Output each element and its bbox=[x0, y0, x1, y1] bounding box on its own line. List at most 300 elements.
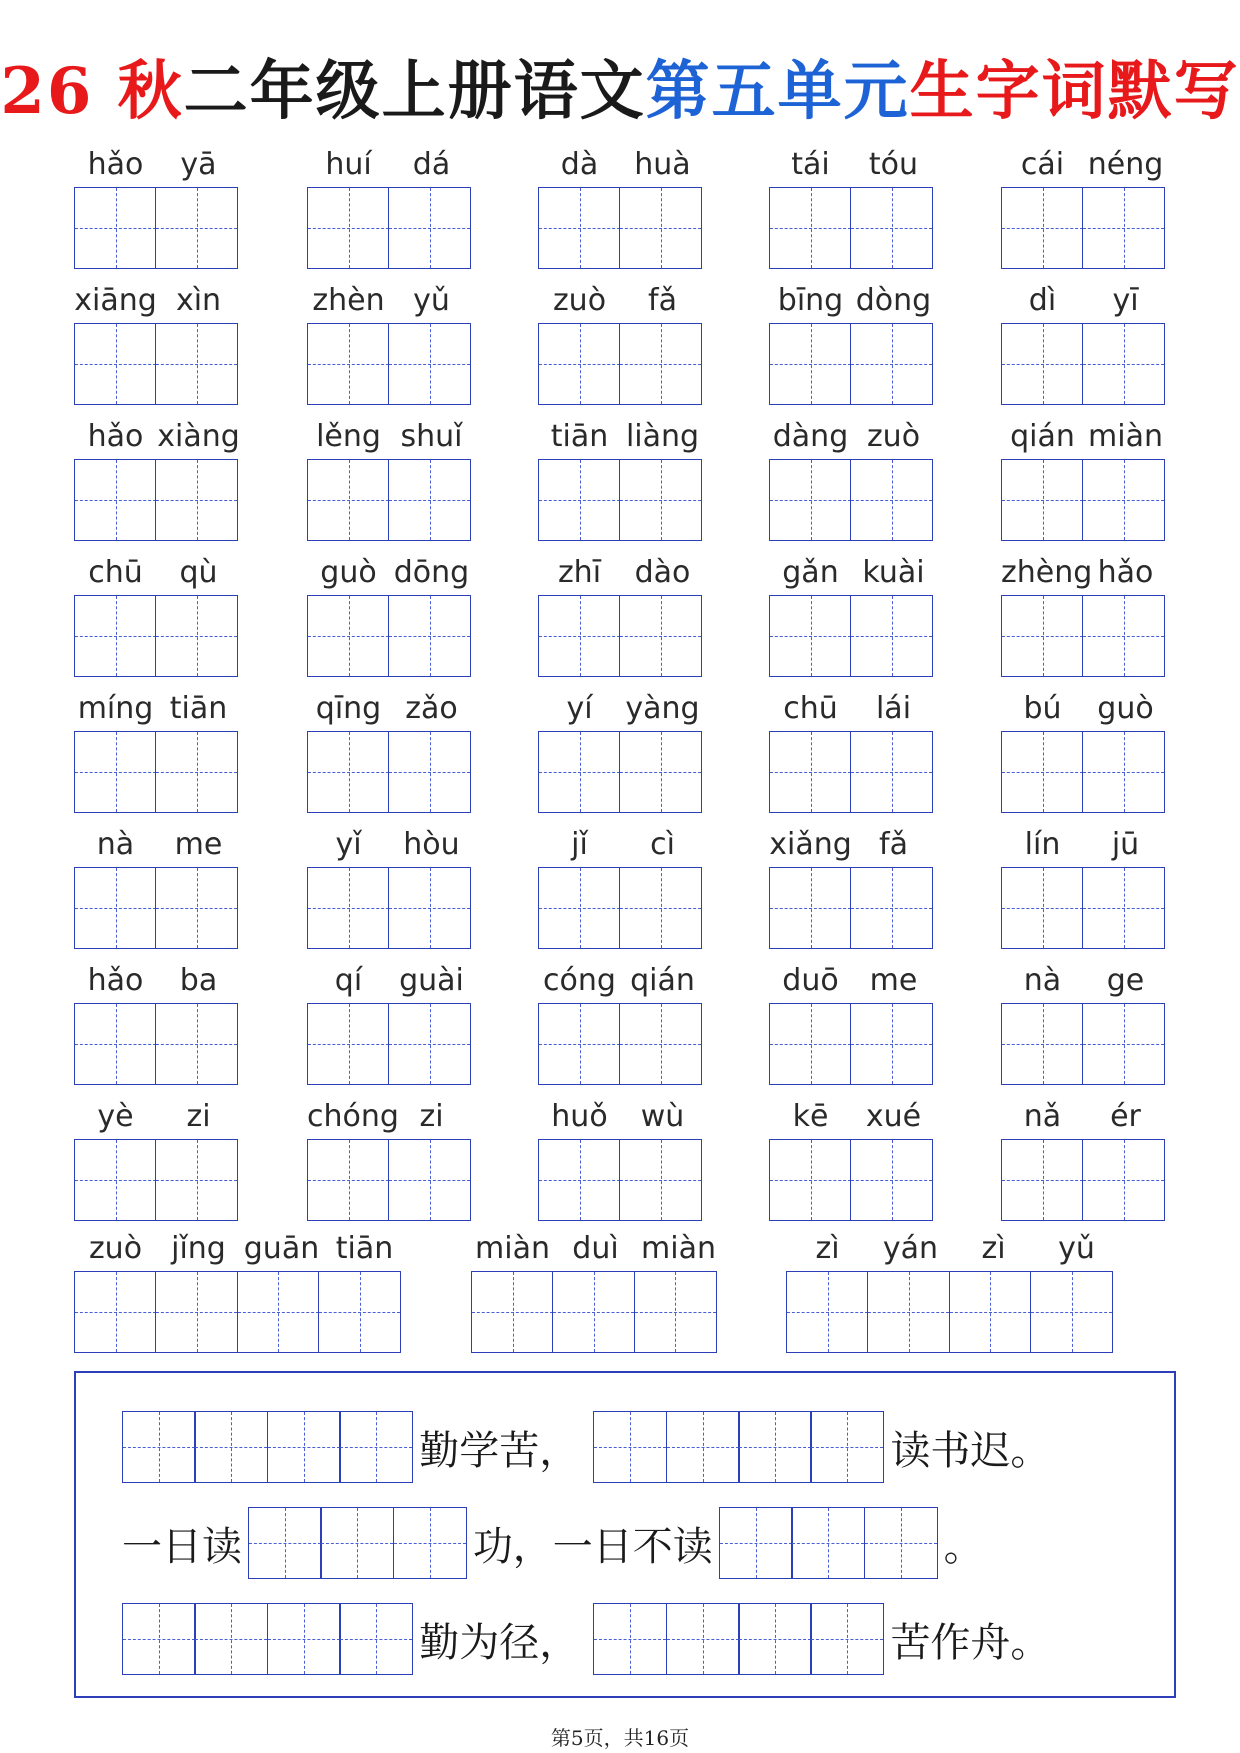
writing-grid[interactable] bbox=[307, 1139, 473, 1221]
pinyin-syllable: yàng bbox=[625, 691, 700, 726]
tianzige-cell[interactable] bbox=[850, 323, 933, 405]
poem-blank-4[interactable] bbox=[122, 1603, 413, 1675]
writing-grid[interactable] bbox=[307, 867, 473, 949]
tianzige-cell[interactable] bbox=[237, 1271, 320, 1353]
writing-grid[interactable] bbox=[538, 323, 704, 405]
pinyin-syllable: duì bbox=[572, 1231, 619, 1266]
pinyin-syllable: tái bbox=[791, 147, 830, 182]
pinyin-syllable: zhī bbox=[557, 555, 602, 590]
pinyin-row bbox=[307, 415, 473, 459]
pinyin-syllable: cái bbox=[1020, 147, 1065, 182]
tianzige-cell[interactable] bbox=[1082, 459, 1165, 541]
pinyin-syllable: cóng bbox=[543, 963, 616, 998]
pinyin-row bbox=[1001, 687, 1167, 731]
poem-text: 勤学苦， bbox=[419, 1427, 580, 1474]
tianzige-cell[interactable] bbox=[850, 1139, 933, 1221]
pinyin-syllable: qián bbox=[1010, 419, 1075, 454]
pinyin-row bbox=[769, 687, 935, 731]
pinyin-syllable: tiān bbox=[169, 691, 228, 726]
writing-grid[interactable] bbox=[1001, 187, 1167, 269]
tianzige-cell[interactable] bbox=[388, 459, 471, 541]
tianzige-cell[interactable] bbox=[769, 867, 852, 949]
pinyin-syllable: guān bbox=[243, 1231, 320, 1266]
pinyin-syllable: nà bbox=[1023, 963, 1062, 998]
pinyin-syllable: bīng bbox=[777, 283, 844, 318]
tianzige-cell[interactable] bbox=[1001, 323, 1084, 405]
tianzige-cell[interactable] bbox=[619, 867, 702, 949]
pinyin-syllable: chū bbox=[88, 555, 143, 590]
tianzige-cell[interactable] bbox=[1001, 867, 1084, 949]
tianzige-cell[interactable] bbox=[538, 595, 621, 677]
writing-grid[interactable] bbox=[769, 1139, 935, 1221]
pinyin-row bbox=[307, 687, 473, 731]
pinyin-syllable: yí bbox=[566, 691, 593, 726]
word-item bbox=[769, 279, 935, 405]
writing-grid[interactable] bbox=[538, 595, 704, 677]
writing-grid[interactable] bbox=[74, 595, 240, 677]
pinyin-syllable: qí bbox=[334, 963, 363, 998]
tianzige-cell[interactable] bbox=[1082, 867, 1165, 949]
pinyin-syllable: xiāng bbox=[74, 283, 157, 318]
tianzige-cell[interactable] bbox=[307, 867, 390, 949]
tianzige-cell[interactable] bbox=[769, 731, 852, 813]
writing-grid[interactable] bbox=[1001, 595, 1167, 677]
tianzige-cell[interactable] bbox=[850, 459, 933, 541]
word-item bbox=[769, 143, 935, 269]
tianzige-cell[interactable] bbox=[538, 459, 621, 541]
pinyin-row bbox=[786, 1227, 1118, 1271]
pinyin-syllable: xiǎng bbox=[769, 827, 852, 862]
pinyin-syllable: zǎo bbox=[405, 691, 458, 726]
tianzige-cell[interactable] bbox=[307, 595, 390, 677]
pinyin-syllable: bú bbox=[1023, 691, 1062, 726]
pinyin-syllable: fǎ bbox=[879, 827, 908, 862]
pinyin-row bbox=[538, 143, 704, 187]
pinyin-row bbox=[471, 1227, 720, 1271]
poem-text: 。 bbox=[943, 1523, 984, 1570]
pinyin-syllable: duō bbox=[782, 963, 839, 998]
tianzige-cell[interactable] bbox=[538, 187, 621, 269]
word-item bbox=[74, 823, 240, 949]
tianzige-cell[interactable] bbox=[1082, 323, 1165, 405]
pinyin-row bbox=[538, 959, 704, 1003]
word-item bbox=[769, 823, 935, 949]
pinyin-syllable: qián bbox=[630, 963, 695, 998]
tianzige-cell[interactable] bbox=[949, 1271, 1032, 1353]
pinyin-row bbox=[538, 279, 704, 323]
pinyin-syllable: hǎo bbox=[1097, 555, 1154, 590]
writing-grid[interactable] bbox=[1001, 323, 1167, 405]
pinyin-syllable: qīng bbox=[315, 691, 382, 726]
pinyin-syllable: chū bbox=[783, 691, 838, 726]
poem-text: 苦作舟。 bbox=[890, 1619, 1051, 1666]
writing-grid[interactable] bbox=[74, 459, 240, 541]
tianzige-cell[interactable] bbox=[155, 867, 238, 949]
pinyin-row bbox=[74, 279, 240, 323]
tianzige-cell[interactable] bbox=[307, 323, 390, 405]
pinyin-syllable: zuò bbox=[552, 283, 607, 318]
word-item bbox=[769, 959, 935, 1085]
tianzige-cell[interactable] bbox=[619, 1139, 702, 1221]
pinyin-syllable: qù bbox=[179, 555, 218, 590]
tianzige-cell[interactable] bbox=[74, 1271, 157, 1353]
pinyin-syllable: hǎo bbox=[87, 419, 144, 454]
tianzige-cell[interactable] bbox=[786, 1271, 869, 1353]
poem-text: 读书迟。 bbox=[890, 1427, 1051, 1474]
tianzige-cell[interactable] bbox=[619, 187, 702, 269]
poem-line-2 bbox=[122, 1507, 990, 1579]
word-item bbox=[538, 823, 704, 949]
pinyin-row bbox=[1001, 1095, 1167, 1139]
tianzige-cell[interactable] bbox=[619, 459, 702, 541]
pinyin-syllable: lěng bbox=[316, 419, 381, 454]
writing-grid[interactable] bbox=[307, 731, 473, 813]
pinyin-syllable: nǎ bbox=[1023, 1099, 1062, 1134]
pinyin-syllable: zuò bbox=[866, 419, 921, 454]
tianzige-cell[interactable] bbox=[769, 1003, 852, 1085]
writing-grid[interactable] bbox=[1001, 1003, 1167, 1085]
pinyin-row bbox=[1001, 279, 1167, 323]
tianzige-cell[interactable] bbox=[538, 1139, 621, 1221]
writing-grid[interactable] bbox=[307, 187, 473, 269]
page-footer: 第5页，共16页 bbox=[550, 1726, 690, 1750]
pinyin-syllable: hǎo bbox=[87, 147, 144, 182]
pinyin-row bbox=[74, 1227, 406, 1271]
pinyin-row bbox=[307, 959, 473, 1003]
tianzige-cell[interactable] bbox=[1001, 187, 1084, 269]
tianzige-cell[interactable] bbox=[74, 187, 157, 269]
word-item bbox=[538, 279, 704, 405]
poem-line-1 bbox=[122, 1411, 1056, 1483]
word-item bbox=[1001, 143, 1167, 269]
tianzige-cell[interactable] bbox=[850, 595, 933, 677]
word-item bbox=[1001, 551, 1167, 677]
pinyin-syllable: cì bbox=[650, 827, 675, 862]
word-item bbox=[307, 687, 473, 813]
writing-grid[interactable] bbox=[471, 1271, 720, 1353]
tianzige-cell[interactable] bbox=[307, 1139, 390, 1221]
writing-grid[interactable] bbox=[538, 731, 704, 813]
tianzige-cell[interactable] bbox=[155, 595, 238, 677]
writing-grid[interactable] bbox=[307, 1003, 473, 1085]
word-item bbox=[769, 551, 935, 677]
title-part-1: 26 秋 bbox=[0, 54, 184, 129]
pinyin-syllable: lái bbox=[875, 691, 912, 726]
tianzige-cell[interactable] bbox=[471, 1271, 554, 1353]
word-item bbox=[538, 687, 704, 813]
pinyin-syllable: zhèng bbox=[1001, 555, 1093, 590]
tianzige-cell[interactable] bbox=[619, 323, 702, 405]
word-item bbox=[307, 415, 473, 541]
pinyin-syllable: huà bbox=[634, 147, 691, 182]
tianzige-cell[interactable] bbox=[538, 867, 621, 949]
pinyin-row bbox=[1001, 959, 1167, 1003]
writing-grid[interactable] bbox=[769, 323, 935, 405]
word-item bbox=[538, 1095, 704, 1221]
tianzige-cell[interactable] bbox=[155, 187, 238, 269]
pinyin-syllable: chóng bbox=[307, 1099, 399, 1134]
tianzige-cell[interactable] bbox=[388, 595, 471, 677]
pinyin-row bbox=[74, 823, 240, 867]
tianzige-cell[interactable] bbox=[307, 187, 390, 269]
word-item bbox=[769, 687, 935, 813]
word-item bbox=[1001, 687, 1167, 813]
pinyin-syllable: dōng bbox=[393, 555, 470, 590]
word-item bbox=[74, 959, 240, 1085]
writing-grid[interactable] bbox=[769, 1003, 935, 1085]
tianzige-cell[interactable] bbox=[1082, 1003, 1165, 1085]
writing-grid[interactable] bbox=[74, 1003, 240, 1085]
word-item bbox=[1001, 823, 1167, 949]
tianzige-cell[interactable] bbox=[155, 1139, 238, 1221]
writing-grid[interactable] bbox=[769, 459, 935, 541]
tianzige-cell[interactable] bbox=[538, 323, 621, 405]
tianzige-cell[interactable] bbox=[634, 1271, 717, 1353]
tianzige-cell[interactable] bbox=[552, 1271, 635, 1353]
pinyin-row bbox=[769, 959, 935, 1003]
tianzige-cell[interactable] bbox=[74, 459, 157, 541]
tianzige-cell[interactable] bbox=[1001, 595, 1084, 677]
pinyin-row bbox=[538, 823, 704, 867]
pinyin-row bbox=[538, 551, 704, 595]
tianzige-cell[interactable] bbox=[619, 595, 702, 677]
pinyin-row bbox=[307, 823, 473, 867]
title-part-4: 生字词默写 bbox=[909, 54, 1240, 129]
pinyin-syllable: hòu bbox=[403, 827, 460, 862]
word-item bbox=[769, 1095, 935, 1221]
tianzige-cell[interactable] bbox=[307, 731, 390, 813]
pinyin-syllable: yǐ bbox=[335, 827, 362, 862]
writing-grid[interactable] bbox=[74, 1271, 406, 1353]
poem-text: 一日读 bbox=[122, 1523, 242, 1570]
writing-grid[interactable] bbox=[1001, 459, 1167, 541]
writing-grid[interactable] bbox=[74, 187, 240, 269]
tianzige-cell[interactable] bbox=[307, 459, 390, 541]
word-item bbox=[307, 959, 473, 1085]
tianzige-cell[interactable] bbox=[1082, 1139, 1165, 1221]
tianzige-cell[interactable] bbox=[538, 731, 621, 813]
writing-grid[interactable] bbox=[538, 1003, 704, 1085]
pinyin-row bbox=[769, 143, 935, 187]
pinyin-row bbox=[307, 279, 473, 323]
pinyin-row bbox=[307, 143, 473, 187]
pinyin-syllable: miàn bbox=[641, 1231, 716, 1266]
tianzige-cell[interactable] bbox=[388, 323, 471, 405]
writing-grid[interactable] bbox=[769, 595, 935, 677]
pinyin-syllable: zi bbox=[419, 1099, 444, 1134]
tianzige-cell[interactable] bbox=[850, 1003, 933, 1085]
title-part-3: 第五单元 bbox=[645, 54, 910, 129]
tianzige-cell[interactable] bbox=[850, 867, 933, 949]
pinyin-row bbox=[74, 1095, 240, 1139]
pinyin-syllable: zì bbox=[815, 1231, 840, 1266]
pinyin-syllable: miàn bbox=[1088, 419, 1163, 454]
pinyin-syllable: wù bbox=[640, 1099, 685, 1134]
tianzige-cell[interactable] bbox=[155, 1271, 238, 1353]
poem-blank-4[interactable] bbox=[593, 1411, 884, 1483]
tianzige-cell[interactable] bbox=[155, 323, 238, 405]
pinyin-syllable: ér bbox=[1110, 1099, 1141, 1134]
word-item bbox=[538, 143, 704, 269]
poem-section bbox=[74, 1371, 1176, 1698]
pinyin-syllable: yǔ bbox=[413, 283, 450, 318]
word-item bbox=[307, 1095, 473, 1221]
pinyin-syllable: guò bbox=[1097, 691, 1154, 726]
writing-grid[interactable] bbox=[538, 867, 704, 949]
poem-blank-4[interactable] bbox=[593, 1603, 884, 1675]
word-item bbox=[538, 551, 704, 677]
writing-grid[interactable] bbox=[538, 187, 704, 269]
pinyin-syllable: míng bbox=[77, 691, 154, 726]
pinyin-syllable: dòng bbox=[855, 283, 932, 318]
tianzige-cell[interactable] bbox=[155, 459, 238, 541]
pinyin-syllable: xué bbox=[865, 1099, 922, 1134]
poem-blank-3[interactable] bbox=[719, 1507, 938, 1579]
writing-grid[interactable] bbox=[74, 323, 240, 405]
pinyin-syllable: fǎ bbox=[648, 283, 677, 318]
pinyin-syllable: dàng bbox=[772, 419, 849, 454]
pinyin-row bbox=[538, 1095, 704, 1139]
pinyin-syllable: huǒ bbox=[551, 1099, 608, 1134]
tianzige-cell[interactable] bbox=[619, 731, 702, 813]
tianzige-cell[interactable] bbox=[388, 731, 471, 813]
tianzige-cell[interactable] bbox=[1001, 1003, 1084, 1085]
writing-grid[interactable] bbox=[74, 731, 240, 813]
word-item bbox=[307, 823, 473, 949]
word-item bbox=[1001, 959, 1167, 1085]
pinyin-syllable: xìn bbox=[175, 283, 222, 318]
writing-grid[interactable] bbox=[769, 187, 935, 269]
tianzige-cell[interactable] bbox=[1001, 459, 1084, 541]
pinyin-syllable: yā bbox=[180, 147, 217, 182]
tianzige-cell[interactable] bbox=[1030, 1271, 1113, 1353]
pinyin-row bbox=[74, 687, 240, 731]
word-item-long bbox=[74, 1227, 406, 1353]
tianzige-cell[interactable] bbox=[769, 323, 852, 405]
pinyin-syllable: gǎn bbox=[782, 555, 839, 590]
tianzige-cell[interactable] bbox=[769, 187, 852, 269]
pinyin-syllable: me bbox=[174, 827, 223, 862]
writing-grid[interactable] bbox=[769, 867, 935, 949]
pinyin-syllable: dá bbox=[412, 147, 451, 182]
pinyin-syllable: zhèn bbox=[312, 283, 385, 318]
word-item bbox=[1001, 415, 1167, 541]
poem-blank-3[interactable] bbox=[248, 1507, 467, 1579]
writing-grid[interactable] bbox=[786, 1271, 1118, 1353]
tianzige-cell[interactable] bbox=[1082, 731, 1165, 813]
pinyin-syllable: néng bbox=[1087, 147, 1164, 182]
writing-grid[interactable] bbox=[307, 323, 473, 405]
poem-blank-4[interactable] bbox=[122, 1411, 413, 1483]
pinyin-row bbox=[1001, 143, 1167, 187]
tianzige-cell[interactable] bbox=[388, 1003, 471, 1085]
tianzige-cell[interactable] bbox=[318, 1271, 401, 1353]
word-item bbox=[74, 143, 240, 269]
tianzige-cell[interactable] bbox=[1001, 1139, 1084, 1221]
tianzige-cell[interactable] bbox=[155, 731, 238, 813]
writing-grid[interactable] bbox=[1001, 867, 1167, 949]
pinyin-row bbox=[538, 415, 704, 459]
pinyin-syllable: zuò bbox=[88, 1231, 143, 1266]
tianzige-cell[interactable] bbox=[1001, 731, 1084, 813]
tianzige-cell[interactable] bbox=[1082, 187, 1165, 269]
tianzige-cell[interactable] bbox=[1082, 595, 1165, 677]
pinyin-syllable: liàng bbox=[625, 419, 700, 454]
tianzige-cell[interactable] bbox=[388, 1139, 471, 1221]
tianzige-cell[interactable] bbox=[74, 867, 157, 949]
pinyin-syllable: dào bbox=[634, 555, 691, 590]
writing-grid[interactable] bbox=[769, 731, 935, 813]
pinyin-row bbox=[307, 551, 473, 595]
pinyin-syllable: dì bbox=[1028, 283, 1057, 318]
poem-line-3 bbox=[122, 1603, 1056, 1675]
word-item bbox=[74, 551, 240, 677]
pinyin-syllable: huí bbox=[325, 147, 372, 182]
tianzige-cell[interactable] bbox=[74, 1139, 157, 1221]
word-item bbox=[538, 959, 704, 1085]
writing-grid[interactable] bbox=[1001, 731, 1167, 813]
pinyin-row bbox=[74, 551, 240, 595]
word-item bbox=[74, 1095, 240, 1221]
writing-grid[interactable] bbox=[307, 595, 473, 677]
writing-grid[interactable] bbox=[538, 1139, 704, 1221]
pinyin-syllable: dà bbox=[560, 147, 599, 182]
tianzige-cell[interactable] bbox=[74, 323, 157, 405]
writing-grid[interactable] bbox=[307, 459, 473, 541]
pinyin-syllable: jǐng bbox=[171, 1231, 226, 1266]
writing-grid[interactable] bbox=[538, 459, 704, 541]
word-item bbox=[1001, 279, 1167, 405]
pinyin-row bbox=[307, 1095, 473, 1139]
word-item-long bbox=[471, 1227, 720, 1353]
tianzige-cell[interactable] bbox=[769, 459, 852, 541]
pinyin-syllable: guài bbox=[399, 963, 464, 998]
tianzige-cell[interactable] bbox=[538, 1003, 621, 1085]
pinyin-syllable: tiān bbox=[550, 419, 609, 454]
tianzige-cell[interactable] bbox=[769, 1139, 852, 1221]
tianzige-cell[interactable] bbox=[155, 1003, 238, 1085]
word-item bbox=[307, 551, 473, 677]
pinyin-row bbox=[769, 1095, 935, 1139]
word-item bbox=[538, 415, 704, 541]
writing-grid[interactable] bbox=[1001, 1139, 1167, 1221]
word-item-long bbox=[786, 1227, 1118, 1353]
tianzige-cell[interactable] bbox=[74, 731, 157, 813]
pinyin-row bbox=[769, 415, 935, 459]
pinyin-syllable: ge bbox=[1106, 963, 1145, 998]
tianzige-cell[interactable] bbox=[74, 1003, 157, 1085]
tianzige-cell[interactable] bbox=[388, 867, 471, 949]
tianzige-cell[interactable] bbox=[769, 595, 852, 677]
pinyin-row bbox=[74, 959, 240, 1003]
writing-grid[interactable] bbox=[74, 867, 240, 949]
pinyin-syllable: zì bbox=[981, 1231, 1006, 1266]
pinyin-syllable: zi bbox=[186, 1099, 211, 1134]
pinyin-row bbox=[74, 415, 240, 459]
tianzige-cell[interactable] bbox=[388, 187, 471, 269]
tianzige-cell[interactable] bbox=[619, 1003, 702, 1085]
tianzige-cell[interactable] bbox=[307, 1003, 390, 1085]
pinyin-syllable: xiàng bbox=[157, 419, 240, 454]
tianzige-cell[interactable] bbox=[867, 1271, 950, 1353]
tianzige-cell[interactable] bbox=[74, 595, 157, 677]
pinyin-syllable: me bbox=[869, 963, 918, 998]
tianzige-cell[interactable] bbox=[850, 731, 933, 813]
word-item bbox=[1001, 1095, 1167, 1221]
tianzige-cell[interactable] bbox=[850, 187, 933, 269]
writing-grid[interactable] bbox=[74, 1139, 240, 1221]
title-part-2: 二年级上册语文 bbox=[183, 54, 646, 129]
